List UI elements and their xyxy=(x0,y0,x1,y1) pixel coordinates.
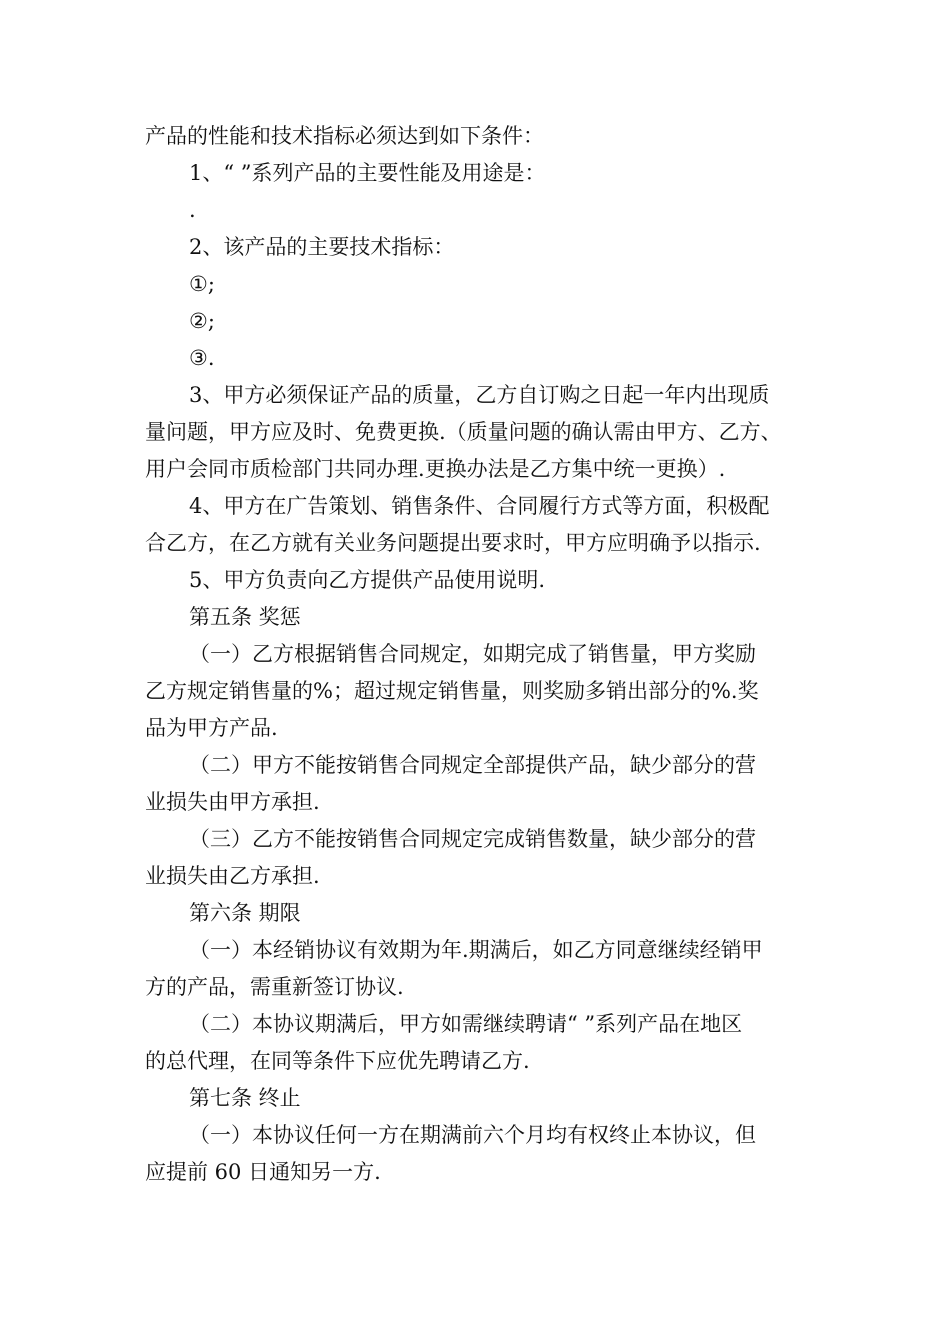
paragraph-line: ③. xyxy=(189,346,215,370)
paragraph-line: 5、甲方负责向乙方提供产品使用说明. xyxy=(189,568,546,592)
paragraph-line: 产品的性能和技术指标必须达到如下条件： xyxy=(145,124,544,148)
section-heading-7: 第七条 终止 xyxy=(189,1086,301,1110)
paragraph-line: 量问题，甲方应及时、免费更换.（质量问题的确认需由甲方、乙方、 xyxy=(145,420,782,444)
paragraph-line: （一）乙方根据销售合同规定，如期完成了销售量，甲方奖励 xyxy=(189,642,756,666)
paragraph-line: （二）本协议期满后，甲方如需继续聘请“ ”系列产品在地区 xyxy=(189,1012,743,1036)
paragraph-line: 业损失由甲方承担. xyxy=(145,790,320,814)
paragraph-line: 用户会同市质检部门共同办理.更换办法是乙方集中统一更换）. xyxy=(145,457,726,481)
paragraph-line: （三）乙方不能按销售合同规定完成销售数量，缺少部分的营 xyxy=(189,827,756,851)
paragraph-line: 应提前 60 日通知另一方. xyxy=(145,1160,381,1184)
paragraph-line: . xyxy=(189,198,196,222)
document-body xyxy=(145,118,810,1191)
paragraph-line: 的总代理，在同等条件下应优先聘请乙方. xyxy=(145,1049,530,1073)
section-heading-5: 第五条 奖惩 xyxy=(189,605,301,629)
paragraph-line: ②; xyxy=(189,309,215,333)
paragraph-line: 品为甲方产品. xyxy=(145,716,278,740)
paragraph-line: 2、该产品的主要技术指标： xyxy=(189,235,455,259)
paragraph-line: 1、“ ”系列产品的主要性能及用途是： xyxy=(189,161,546,185)
paragraph-line: 乙方规定销售量的%；超过规定销售量，则奖励多销出部分的%.奖 xyxy=(145,679,759,703)
paragraph-line: ①; xyxy=(189,272,215,296)
paragraph-line: 3、甲方必须保证产品的质量，乙方自订购之日起一年内出现质 xyxy=(189,383,770,407)
paragraph-line: 业损失由乙方承担. xyxy=(145,864,320,888)
section-heading-6: 第六条 期限 xyxy=(189,901,301,925)
paragraph-line: 合乙方，在乙方就有关业务问题提出要求时，甲方应明确予以指示. xyxy=(145,531,761,555)
paragraph-line: （二）甲方不能按销售合同规定全部提供产品，缺少部分的营 xyxy=(189,753,756,777)
paragraph-line: （一）本协议任何一方在期满前六个月均有权终止本协议，但 xyxy=(189,1123,756,1147)
paragraph-line: （一）本经销协议有效期为年.期满后，如乙方同意继续经销甲 xyxy=(189,938,763,962)
paragraph-line: 4、甲方在广告策划、销售条件、合同履行方式等方面，积极配 xyxy=(189,494,770,518)
paragraph-line: 方的产品，需重新签订协议. xyxy=(145,975,404,999)
